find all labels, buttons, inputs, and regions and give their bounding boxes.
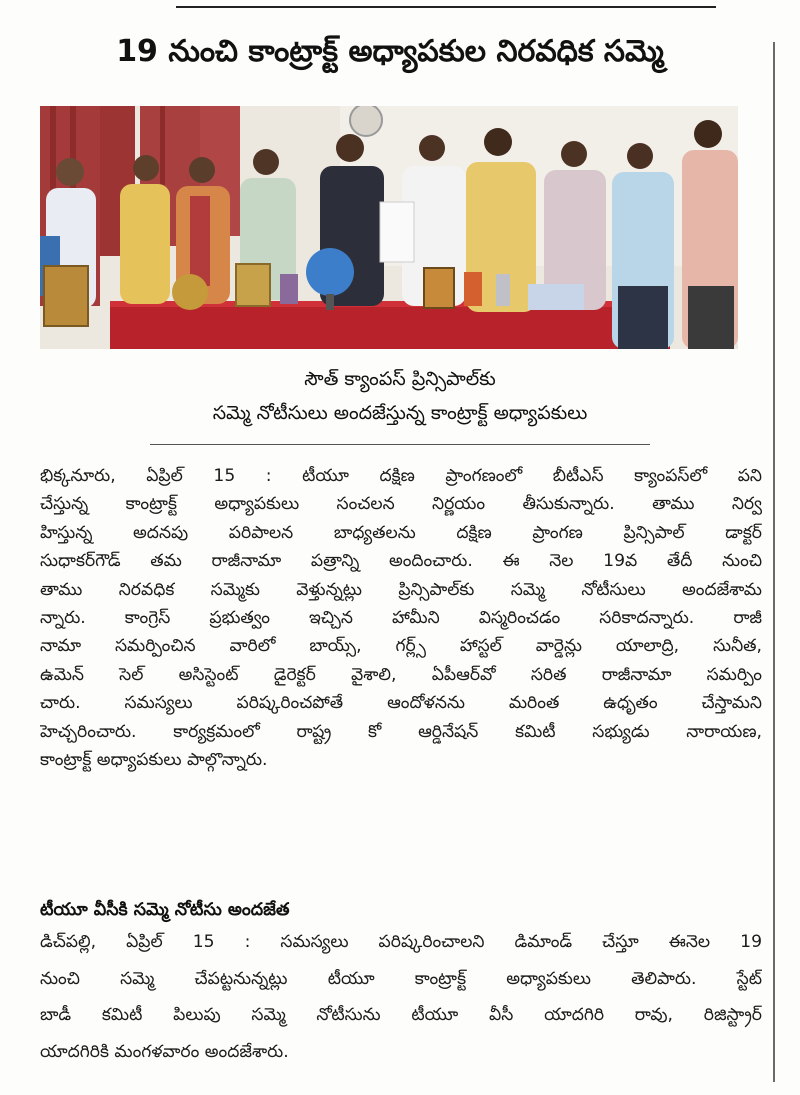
body-line: చారు. సమస్యలు పరిష్కరించపోతే ఆందోళనను మరింత ఉధృతం చేస్తామని bbox=[40, 693, 762, 714]
body-line: హిస్తున్న అదనపు పరిపాలన బాధ్యతలను దక్షిణ ప్రాంగణ ప్రిన్సిపాల్ డాక్టర్ bbox=[40, 522, 762, 543]
body-line: ఉమెన్ సెల్ అసిస్టెంట్ డైరెక్టర్ వైశాలి, ఏపీఆర్‌వో సరిత రాజీనామా సమర్పిం bbox=[40, 664, 762, 685]
body-line: చేస్తున్న కాంట్రాక్ట్ అధ్యాపకులు సంచలన నిర్ణయం తీసుకున్నారు. తాము నిర్వ bbox=[40, 494, 762, 515]
body-line: న్నారు. కాంగ్రెస్ ప్రభుత్వం ఇచ్చిన హామీని విస్మరించడం సరికాదన్నారు. రాజీ bbox=[40, 608, 762, 629]
top-rule bbox=[176, 6, 716, 8]
body-line: సుధాకర్‌గౌడ్ తమ రాజీనామా పత్రాన్ని అందించారు. ఈ నెల 19వ తేదీ నుంచి bbox=[40, 551, 762, 572]
news-photo bbox=[40, 106, 738, 349]
article-body bbox=[40, 462, 762, 774]
body2-line: బాడీ కమిటీ పిలుపు సమ్మె నోటీసును టీయూ వీసీ యాదగిరి రావు, రిజిస్ట్రార్ bbox=[40, 1005, 762, 1025]
article-body-2 bbox=[40, 924, 762, 1070]
body-line: తాము నిరవధిక సమ్మెకు వెళ్తున్నట్లు ప్రిన్సిపాల్‌కు సమ్మె నోటీసులు అందజేశామ bbox=[40, 579, 762, 600]
subheading: టీయూ వీసీకి సమ్మె నోటీసు అందజేత bbox=[40, 900, 290, 920]
photo-caption-line-2: సమ్మె నోటీసులు అందజేస్తున్న కాంట్రాక్ట్ అధ్యాపకులు bbox=[212, 402, 588, 424]
body-line: నామా సమర్పించిన వారిలో బాయ్స్, గర్ల్స్ హాస్టల్ వార్డెన్లు యాలాద్రి, సునీత, bbox=[40, 636, 762, 657]
body-line: హెచ్చరించారు. కార్యక్రమంలో రాష్ట్ర కో ఆర్డినేషన్ కమిటీ సభ్యుడు నారాయణ, bbox=[40, 721, 762, 742]
body-line: కాంట్రాక్ట్ అధ్యాపకులు పాల్గొన్నారు. bbox=[40, 750, 268, 771]
caption-rule bbox=[150, 444, 650, 445]
photo-caption-line-1: సౌత్ క్యాంపస్ ప్రిన్సిపాల్‌కు bbox=[304, 368, 496, 390]
body2-line: నుంచి సమ్మె చేపట్టనున్నట్లు టీయూ కాంట్రాక్ట్ అధ్యాపకులు తెలిపారు. స్టేట్ bbox=[40, 968, 762, 989]
photo-caption bbox=[150, 362, 650, 430]
body2-line: యాదగిరికి మంగళవారం అందజేశారు. bbox=[40, 1041, 289, 1062]
column-divider bbox=[773, 42, 775, 1082]
headline: 19 నుంచి కాంట్రాక్ట్ అధ్యాపకుల నిరవధిక సమ్మె bbox=[116, 34, 664, 69]
body2-line: డిచ్‌పల్లి, ఏప్రిల్ 15 : సమస్యలు పరిష్కరించాలని డిమాండ్ చేస్తూ ఈనెల 19 bbox=[40, 932, 762, 952]
body-line: భిక్కనూరు, ఏప్రిల్ 15 : టీయూ దక్షిణ ప్రాంగణంలో బీటీఎస్ క్యాంపస్‌లో పని bbox=[40, 466, 762, 486]
